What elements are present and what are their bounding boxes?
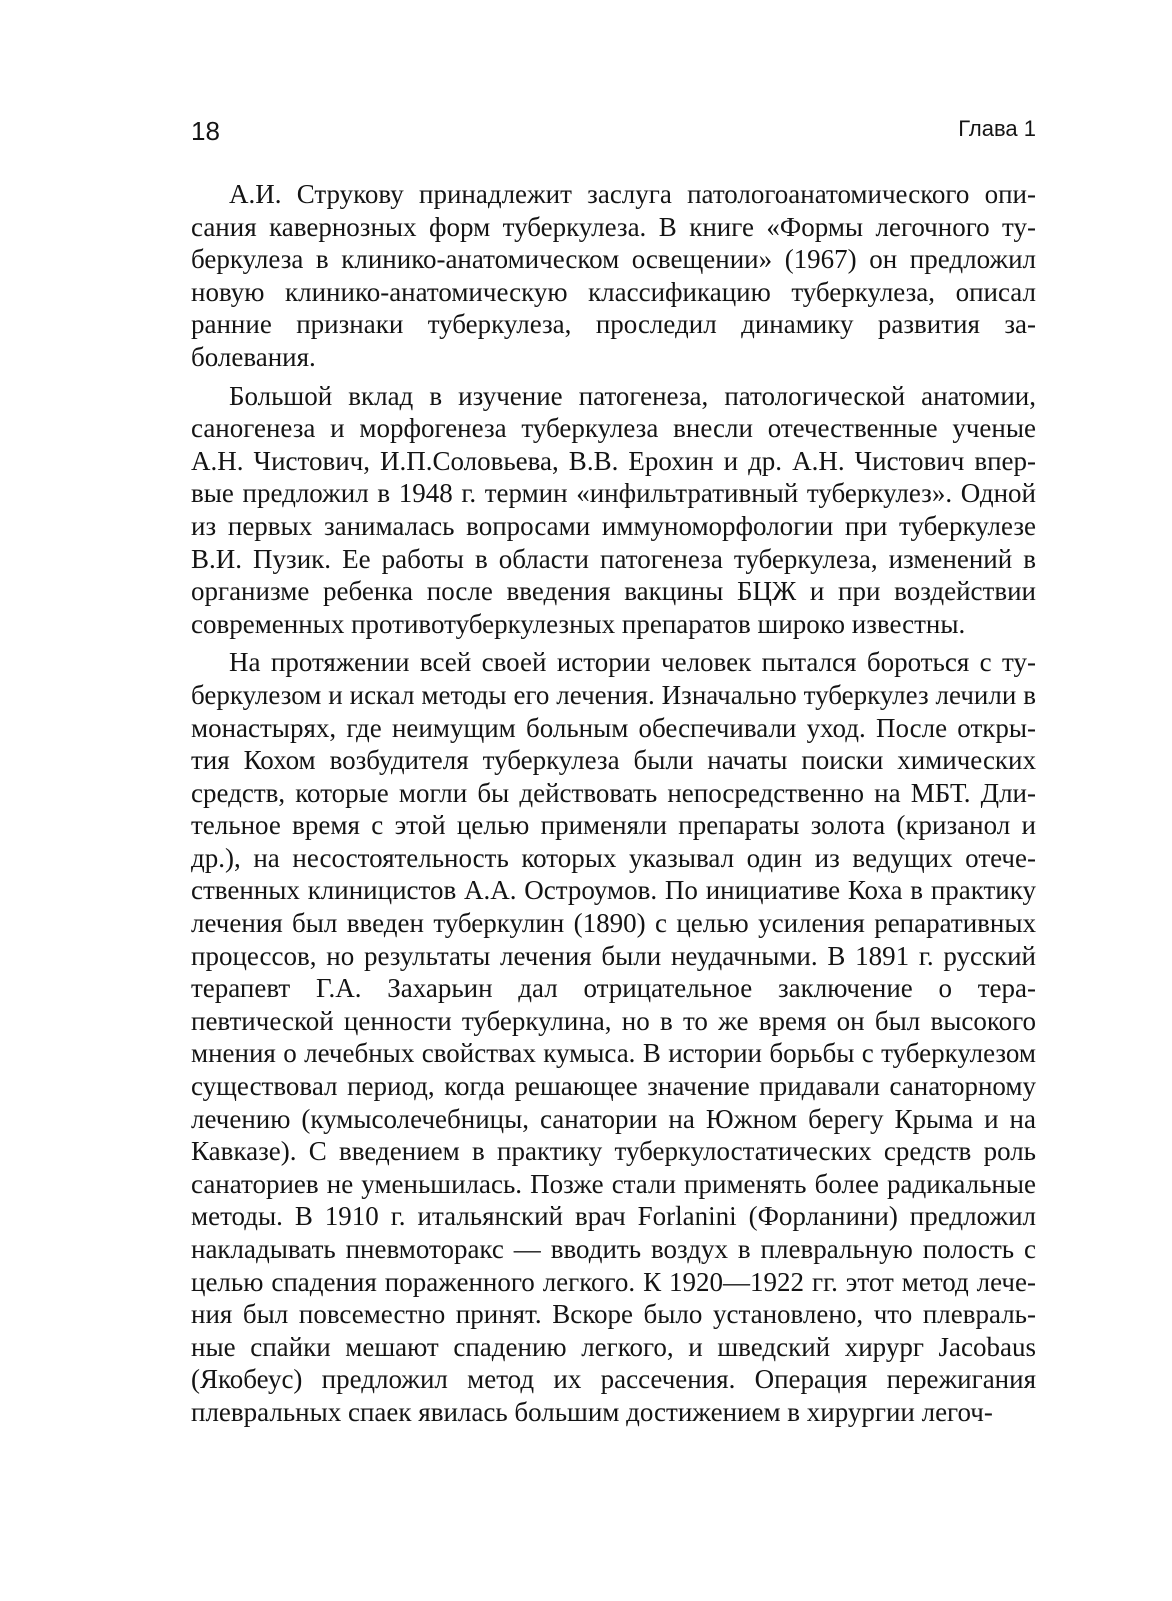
paragraph-treatment-history: На протяжении всей своей истории человек пытался бороться с туберкулезом и искал методы его лечения. Изначально туберкулез лечили в монастырях, где неимущим больным обеспечивали уход. После открытия Кохом возбудителя туберкулеза были начаты поиски химических средств, которые могли бы действовать непосредственно на МБТ. Длительное время с этой целью применяли препараты золота (кризанол и др.), на несостоятельность которых указывал один из ведущих отечественных клиницистов А.А. Остроумов. По инициативе Коха в практику лечения был введен туберкулин (1890) с целью усиления репаративных процессов, но результаты лечения были неудачными. В 1891 г. русский терапевт Г.А. Захарьин дал отрицательное заключение о терапевтической ценности туберкулина, но в то же время он был высокого мнения о лечебных свойствах кумыса. В истории борьбы с туберкулезом существовал период, когда решающее значение придавали санаторному лечению (кумысолечебницы, санатории на Южном берегу Крыма и на Кавказе). С введением в практику туберкулостатических средств роль санаториев не уменьшилась. Позже стали применять более радикальные методы. В 1910 г. итальянский врач Forlanini (Форланини) предложил накладывать пневмоторакс — вводить воздух в плевральную полость с целью спадения пораженного легкого. К 1920—1922 гг. этот метод лечения был повсеместно принят. Вскоре было установлено, что плевральные спайки мешают спадению легкого, и шведский хирург Jacobaus (Якобеус) предложил метод их рассечения. Операция пережигания плевральных спаек явилась большим достижением в хирургии легоч- (191, 647, 1036, 1427)
paragraph-strukov: А.И. Струкову принадлежит заслуга патологоанатомического описания кавернозных форм туберкулеза. В книге «Формы легочного туберкулеза в клинико-анатомическом освещении» (1967) он предложил новую клинико-анатомическую классификацию туберкулеза, описал ранние признаки туберкулеза, проследил динамику развития заболевания. (191, 179, 1036, 372)
paragraph-contributors: Большой вклад в изучение патогенеза, патологической анатомии, саногенеза и морфогенеза туберкулеза внесли отечественные ученые А.Н. Чистович, И.П.Соловьева, В.В. Ерохин и др. А.Н. Чистович впервые предложил в 1948 г. термин «инфильтративный туберкулез». Одной из первых занималась вопросами иммуноморфологии при туберкулезе В.И. Пузик. Ее работы в области патогенеза туберкулеза, изменений в организме ребенка после введения вакцины БЦЖ и при воздействии современных противотуберкулезных препаратов широко известны. (191, 380, 1036, 639)
page-body (191, 178, 1036, 1435)
running-head-chapter: Глава 1 (958, 116, 1036, 141)
page-header (191, 116, 1036, 152)
page-number: 18 (191, 116, 220, 146)
